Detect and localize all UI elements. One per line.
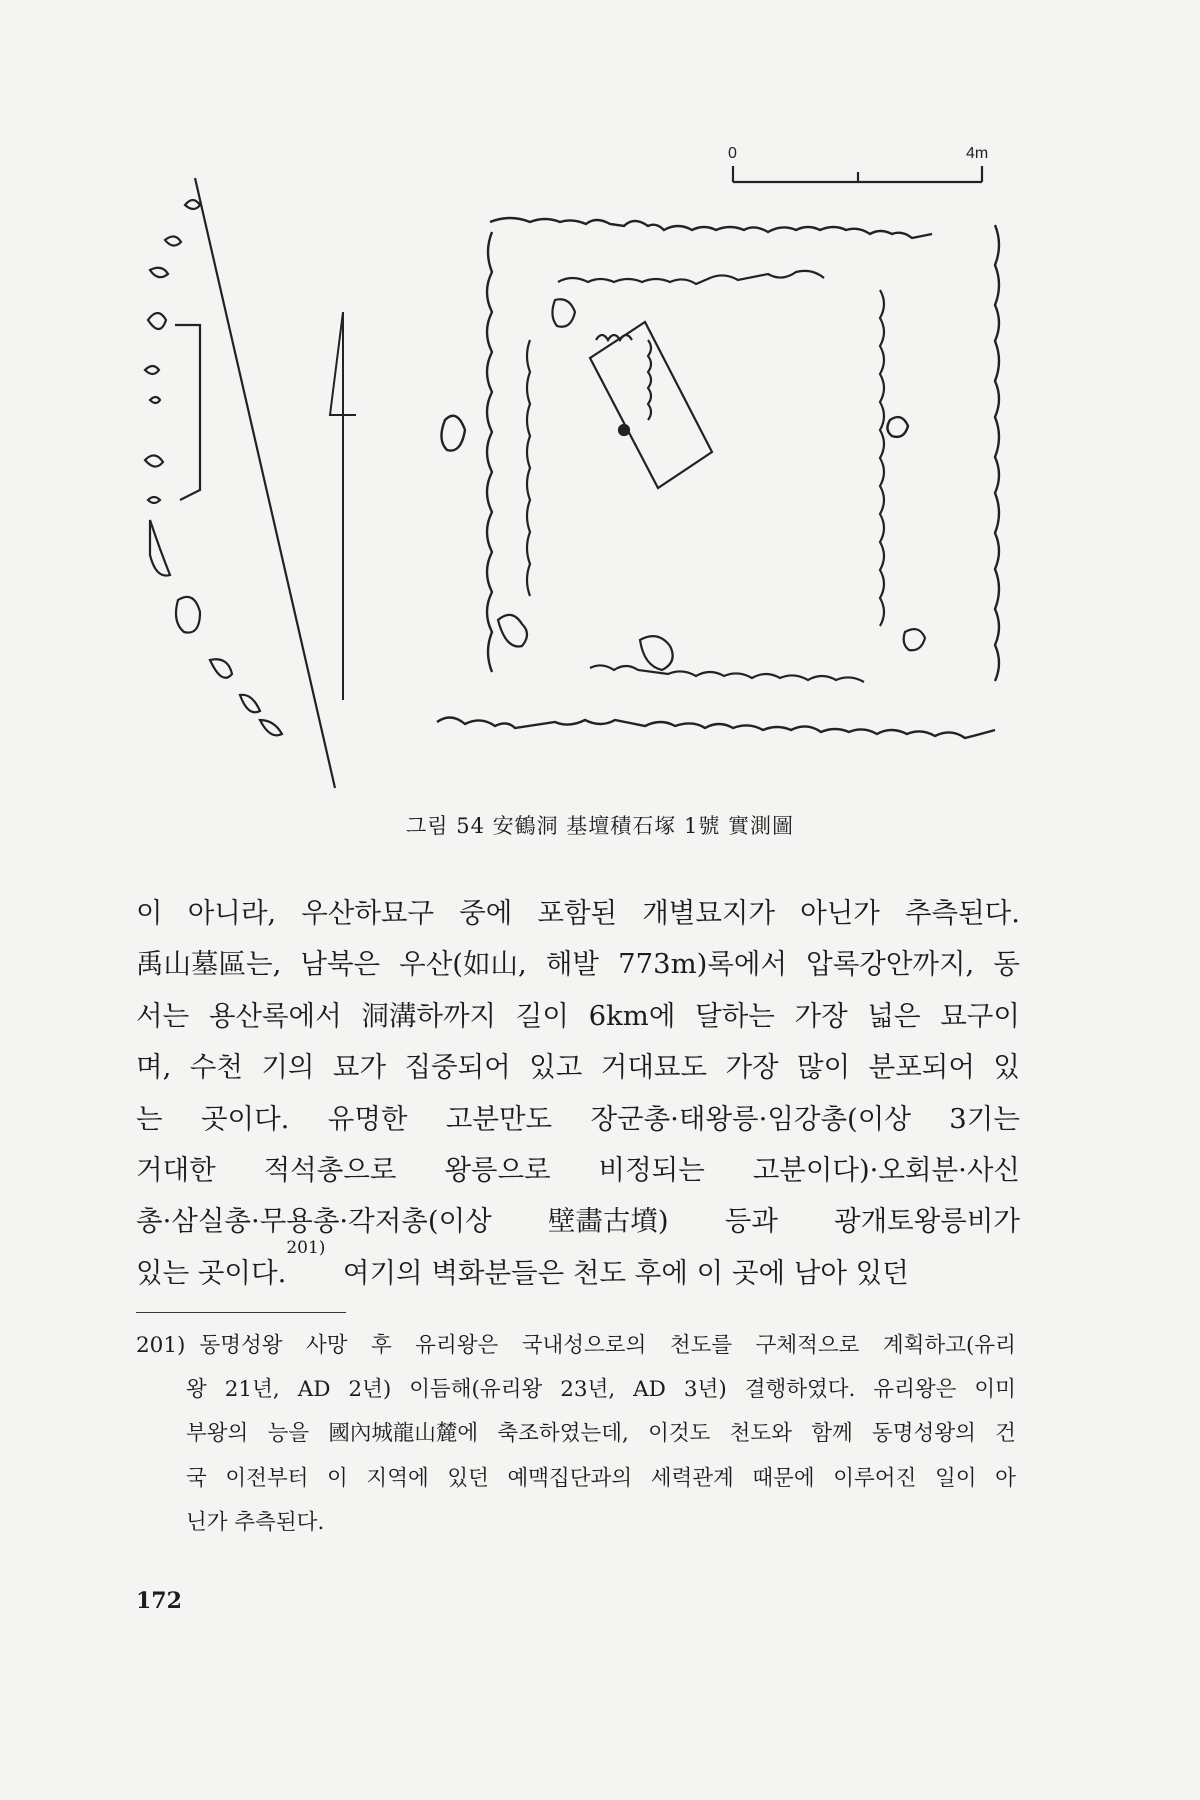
body-line: 는 곳이다. 유명한 고분만도 장군총·태왕릉·임강총(이상 3기는	[136, 1102, 1020, 1135]
inner-enclosure-drawing	[498, 271, 925, 682]
footnote-line: 국 이전부터 이 지역에 있던 예맥집단과의 세력관계 때문에 이루어진 일이 아	[186, 1465, 1016, 1491]
burial-chamber-drawing	[590, 322, 712, 488]
left-wall-drawing	[145, 178, 335, 788]
body-line: 며, 수천 기의 묘가 집중되어 있고 거대묘도 가장 많이 분포되어 있	[136, 1051, 1020, 1084]
body-line: 거대한 적석총으로 왕릉으로 비정되는 고분이다)·오회분·사신	[136, 1153, 1020, 1186]
scale-label-end: 4m	[966, 145, 989, 162]
footnote	[136, 1324, 1016, 1545]
north-arrow-icon	[330, 312, 356, 700]
site-plan-figure	[0, 0, 1200, 800]
body-line: 이 아니라, 우산하묘구 중에 포함된 개별묘지가 아닌가 추측된다.	[136, 897, 1020, 929]
footnote-line	[136, 1324, 1016, 1368]
body-line-part: 여기의 벽화분들은 천도 후에 이 곳에 남아 있던	[342, 1256, 909, 1289]
body-line: 서는 용산록에서 洞溝하까지 길이 6km에 달하는 가장 넓은 묘구이	[136, 999, 1020, 1032]
scale-bar	[733, 166, 982, 182]
figure-caption: 그림 54 安鶴洞 基壇積石塚 1號 實測圖	[405, 814, 795, 838]
footnote-reference[interactable]: 201)	[286, 1237, 326, 1258]
body-line: 총·삼실총·무용총·각저총(이상 壁畵古墳) 등과 광개토왕릉비가	[136, 1205, 1020, 1238]
outer-enclosure-drawing	[437, 218, 999, 738]
footnote-line: 부왕의 능을 國內城龍山麓에 축조하였는데, 이것도 천도와 함께 동명성왕의 건	[186, 1421, 1016, 1447]
body-line-part: 있는 곳이다.	[136, 1256, 287, 1289]
footnote-number: 201)	[136, 1333, 186, 1358]
footnote-divider	[136, 1312, 346, 1313]
footnote-line: 닌가 추측된다.	[186, 1509, 325, 1535]
footnote-line: 왕 21년, AD 2년) 이듬해(유리왕 23년, AD 3년) 결행하였다. 유리왕은 이미	[186, 1377, 1016, 1403]
page-number: 172	[136, 1588, 182, 1614]
body-line: 禹山墓區는, 남북은 우산(如山, 해발 773m)록에서 압록강안까지, 동	[136, 948, 1020, 981]
footnote-text: 동명성왕 사망 후 유리왕은 국내성으로의 천도를 구체적으로 계획하고(유리	[199, 1333, 1016, 1358]
body-text	[136, 888, 1020, 1299]
body-line	[136, 1237, 1020, 1299]
scale-label-start: 0	[728, 145, 737, 162]
